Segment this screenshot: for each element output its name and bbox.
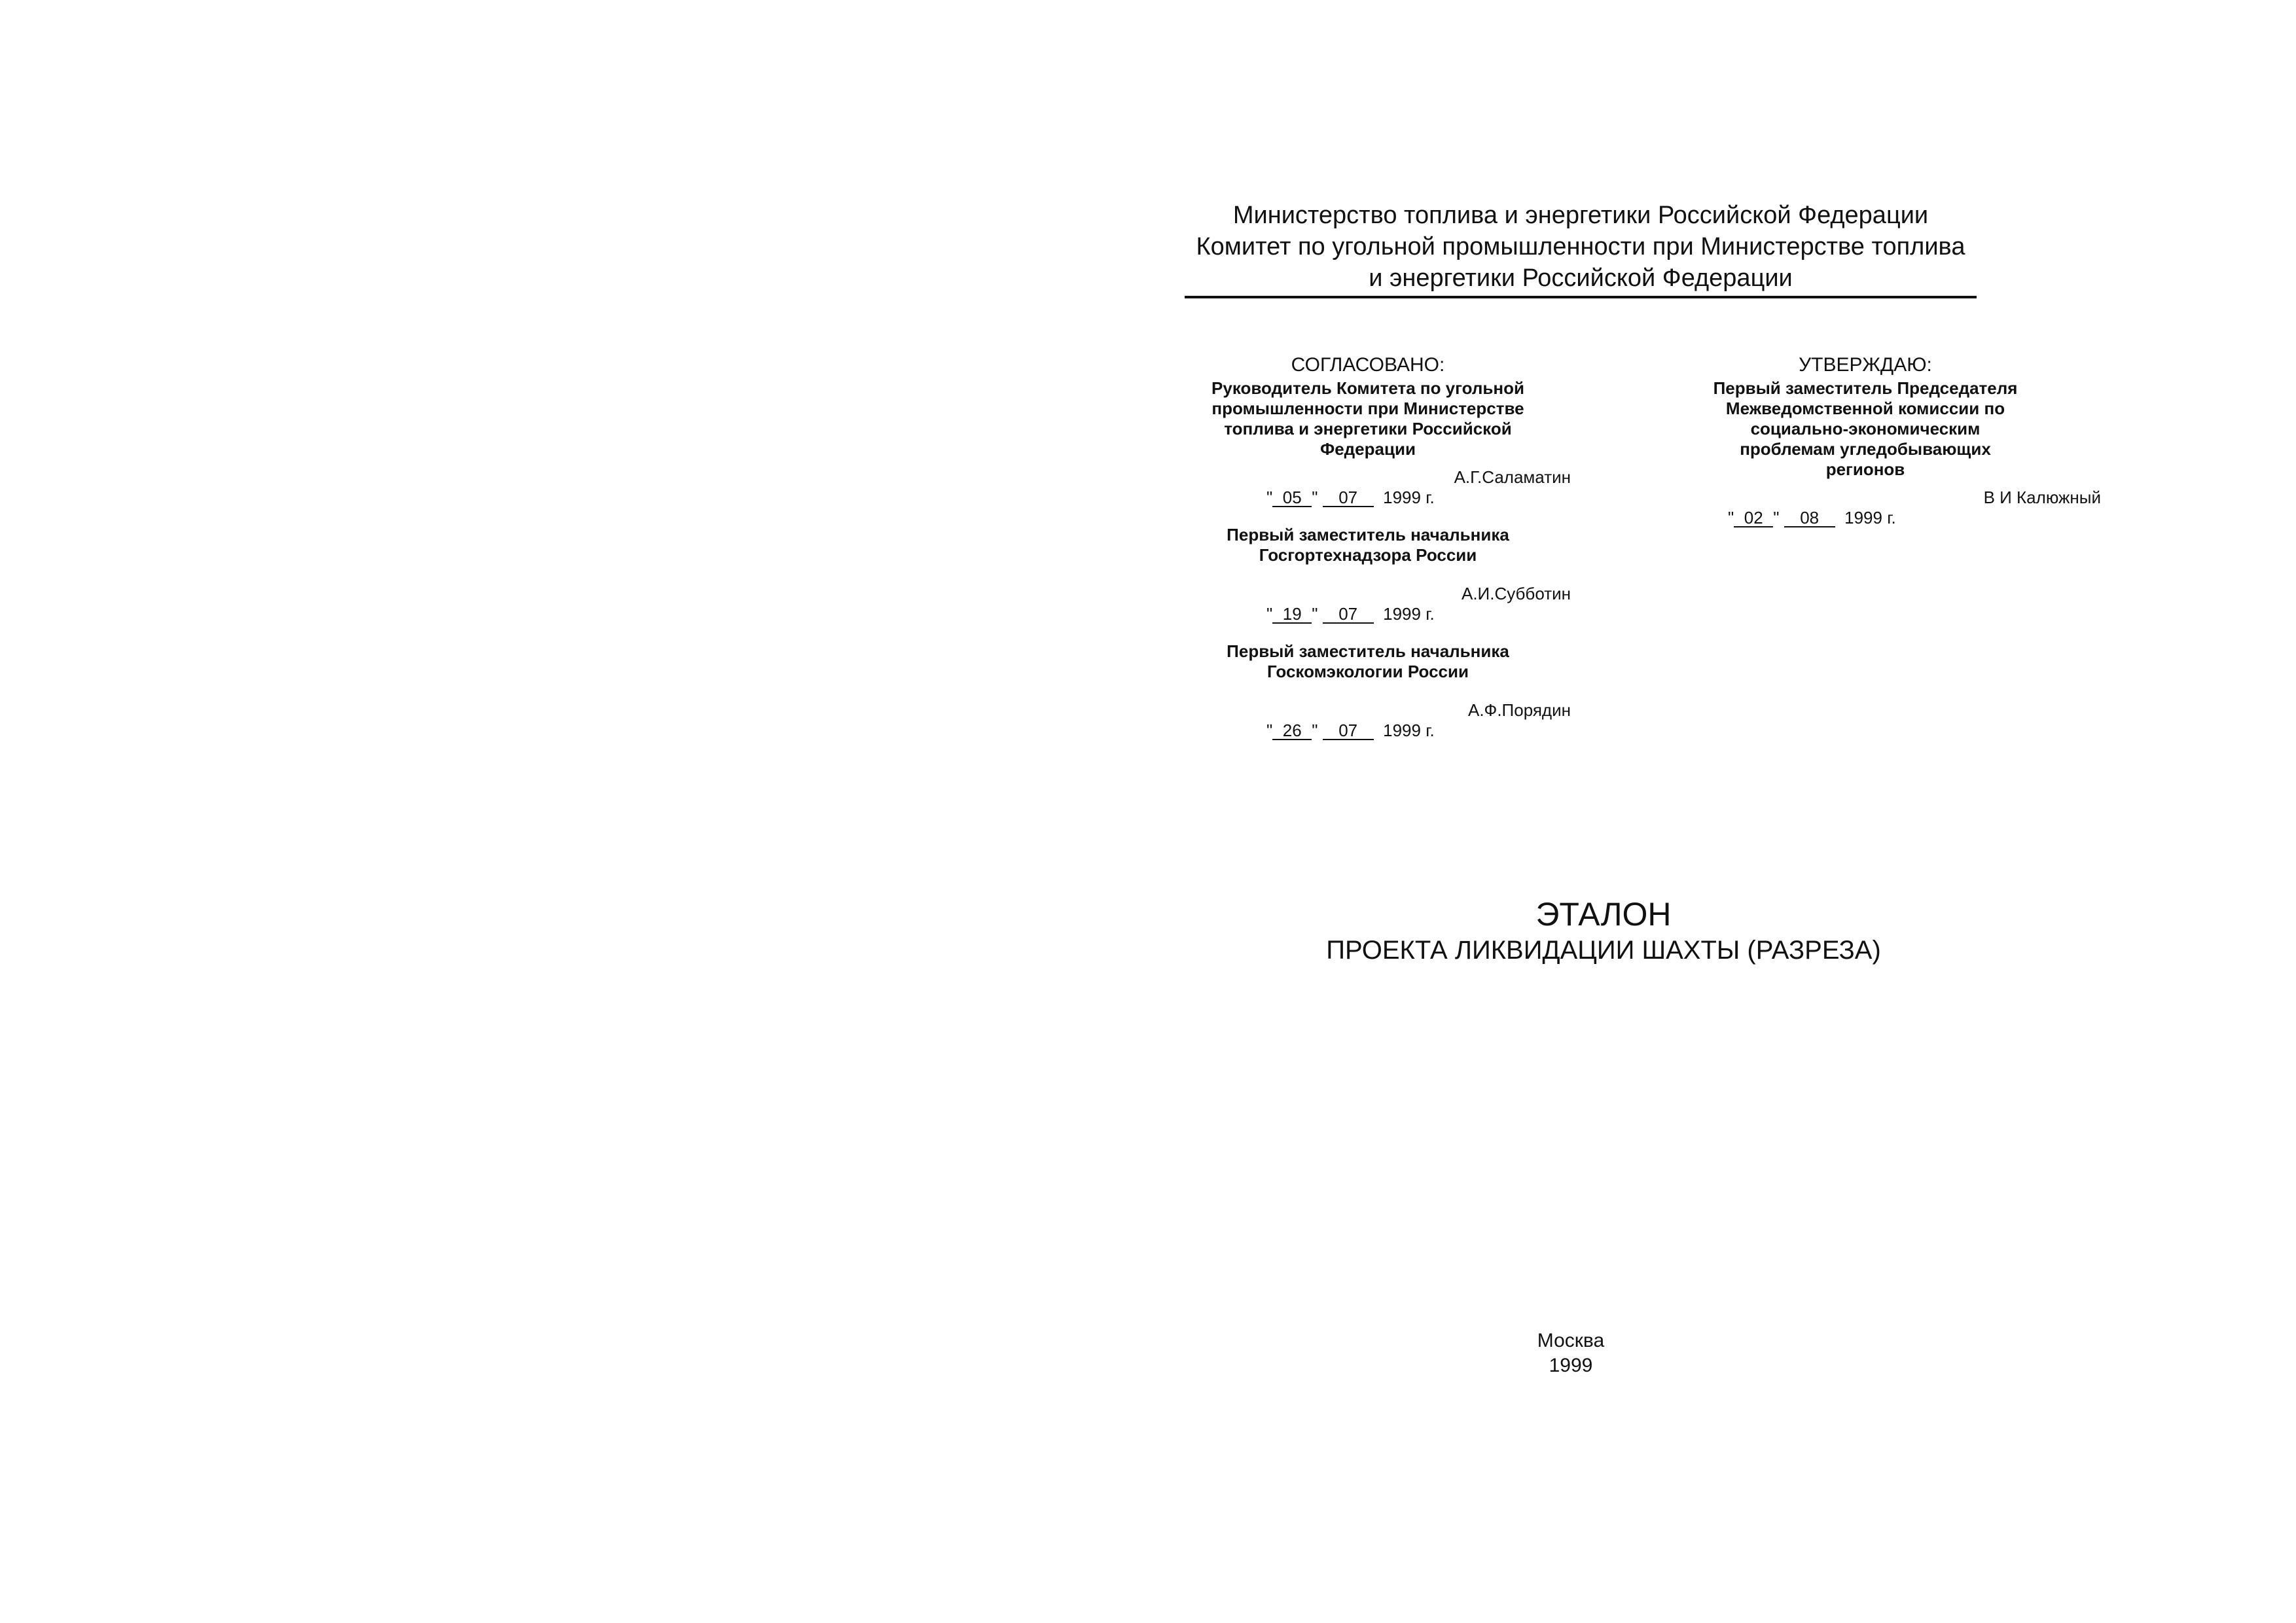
date-month: 07: [1323, 489, 1374, 507]
date-year: 1999 г.: [1383, 604, 1435, 624]
signature-date: [1165, 721, 1571, 741]
signatory-name: А.Г.Саламатин: [1454, 467, 1571, 487]
signatory-position: [1165, 378, 1571, 459]
date-day: 05: [1272, 489, 1312, 507]
approver-name: В И Калюжный: [1983, 488, 2101, 507]
agreed-title: СОГЛАСОВАНО:: [1291, 354, 1445, 376]
signature-date: [1165, 604, 1571, 624]
quote-mark: ": [1312, 721, 1323, 740]
signatory-name: А.Ф.Порядин: [1467, 700, 1571, 720]
header-line-3: и энергетики Российской Федерации: [1369, 264, 1793, 292]
quote-mark: ": [1266, 721, 1273, 740]
quote-mark: ": [1266, 488, 1273, 507]
signatory-3: [1165, 641, 1571, 741]
date-day: 19: [1272, 605, 1312, 624]
document-subtitle: ПРОЕКТА ЛИКВИДАЦИИ ШАХТЫ (РАЗРЕЗА): [1326, 936, 1881, 965]
date-month: 07: [1323, 722, 1374, 740]
signatory-1: [1165, 378, 1571, 508]
header-divider: [1185, 296, 1977, 298]
approver-position: [1630, 378, 2101, 480]
document-title: ЭТАЛОН: [1535, 896, 1672, 933]
header-line-2: Комитет по угольной промышленности при Министерстве топлива: [1196, 233, 1965, 260]
position-line: промышленности при Министерстве: [1211, 399, 1524, 418]
issuing-authority-header: [1185, 200, 1977, 294]
header-line-1: Министерство топлива и энергетики Российской Федерации: [1232, 202, 1929, 229]
approval-date: [1630, 508, 2101, 528]
position-line: Первый заместитель начальника: [1227, 641, 1509, 661]
position-line: Федерации: [1320, 439, 1416, 459]
position-line: Первый заместитель начальника: [1227, 525, 1509, 544]
footer-year: 1999: [1549, 1355, 1593, 1376]
quote-mark: ": [1773, 508, 1784, 527]
position-line: регионов: [1825, 459, 1905, 479]
signature-date: [1165, 488, 1571, 508]
signatory-position: [1165, 641, 1571, 682]
document-title-block: [1211, 895, 1996, 967]
place-and-year: [1505, 1329, 1636, 1378]
position-line: проблемам угледобывающих: [1740, 439, 1991, 459]
quote-mark: ": [1312, 488, 1323, 507]
footer-city: Москва: [1537, 1330, 1605, 1351]
date-month: 08: [1784, 509, 1835, 527]
approved-title: УТВЕРЖДАЮ:: [1799, 354, 1932, 376]
approved-block: [1630, 353, 2101, 528]
agreed-block: [1165, 353, 1571, 741]
position-line: Руководитель Комитета по угольной: [1211, 378, 1524, 398]
date-year: 1999 г.: [1844, 508, 1896, 527]
signatory-position: [1165, 525, 1571, 565]
position-line: топлива и энергетики Российской: [1224, 419, 1512, 438]
position-line: Госкомэкологии России: [1266, 662, 1469, 681]
position-line: социально-экономическим: [1750, 419, 1981, 438]
date-year: 1999 г.: [1383, 721, 1435, 740]
quote-mark: ": [1312, 604, 1323, 624]
date-day: 26: [1272, 722, 1312, 740]
position-line: Госгортехнадзора России: [1259, 545, 1477, 565]
date-month: 07: [1323, 605, 1374, 624]
position-line: Первый заместитель Председателя: [1713, 378, 2018, 398]
quote-mark: ": [1266, 604, 1273, 624]
quote-mark: ": [1728, 508, 1734, 527]
signatory-2: [1165, 525, 1571, 624]
position-line: Межведомственной комиссии по: [1725, 399, 2005, 418]
date-year: 1999 г.: [1383, 488, 1435, 507]
signatory-name: А.И.Субботин: [1461, 584, 1571, 603]
date-day: 02: [1734, 509, 1773, 527]
